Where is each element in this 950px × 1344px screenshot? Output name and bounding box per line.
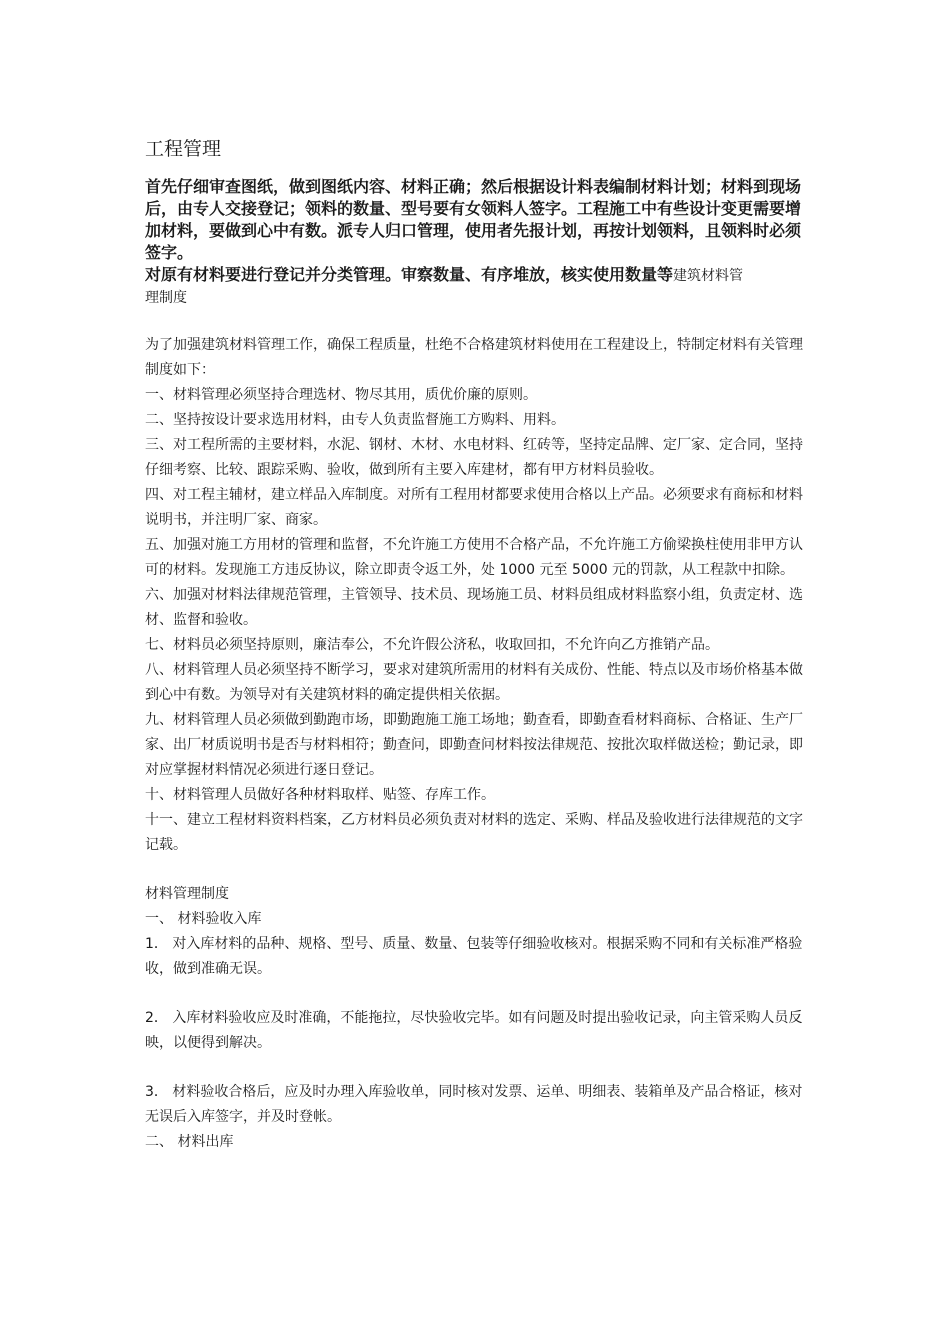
section2-heading: 材料管理制度 (145, 886, 229, 902)
rule-item-10: 十、材料管理人员做好各种材料取样、贴签、存库工作。 (145, 787, 495, 803)
rule-item-2: 二、坚持按设计要求选用材料，由专人负责监督施工方购料、用料。 (145, 412, 565, 428)
rule-item-9: 九、材料管理人员必须做到勤跑市场，即勤跑施工施工场地；勤查看，即勤查看材料商标、合格证、生产厂家、出厂材质说明书是否与材料相符；勤查问，即勤查问材料按法律规范、按批次取样做送检；勤记录，即对应掌握材料情况必须进行逐日登记。 (145, 712, 803, 778)
lead-paragraph-2-tail: 理制度 (145, 290, 187, 306)
rule-item-1: 一、材料管理必须坚持合理选材、物尽其用，质优价廉的原则。 (145, 387, 537, 403)
lead-paragraph-2-bold: 对原有材料要进行登记并分类管理。审察数量、有序堆放，核实使用数量等 (145, 265, 674, 284)
spacer (145, 982, 810, 1006)
section2-subheading-1: 一、 材料验收入库 (145, 911, 262, 927)
section1-intro: 为了加强建筑材料管理工作，确保工程质量，杜绝不合格建筑材料使用在工程建设上，特制定材料有关管理制度如下： (145, 337, 803, 378)
rule-item-7: 七、材料员必须坚持原则，廉洁奉公，不允许假公济私，收取回扣，不允许向乙方推销产品。 (145, 637, 719, 653)
rule-item-11: 十一、建立工程材料资料档案，乙方材料员必须负责对材料的选定、采购、样品及验收进行法律规范的文字记载。 (145, 812, 803, 853)
spacer (145, 309, 810, 333)
spacer (145, 1056, 810, 1080)
document-page (145, 136, 810, 1155)
rule-item-8: 八、材料管理人员必须坚持不断学习，要求对建筑所需用的材料有关成份、性能、特点以及市场价格基本做到心中有数。为领导对有关建筑材料的确定提供相关依据。 (145, 662, 803, 703)
rule-item-3: 三、对工程所需的主要材料，水泥、钢材、木材、水电材料、红砖等，坚持定品牌、定厂家、定合同，坚持仔细考察、比较、跟踪采购、验收，做到所有主要入库建材，都有甲方材料员验收。 (145, 437, 803, 478)
section2-item-2: 2． 入库材料验收应及时准确，不能拖拉，尽快验收完毕。如有问题及时提出验收记录，向主管采购人员反映，以便得到解决。 (145, 1010, 803, 1051)
rule-item-4: 四、对工程主辅材，建立样品入库制度。对所有工程用材都要求使用合格以上产品。必须要求有商标和材料说明书，并注明厂家、商家。 (145, 487, 803, 528)
lead-paragraph-2-small: 建筑材料管 (673, 268, 744, 284)
section2-subheading-2: 二、 材料出库 (145, 1134, 234, 1150)
rule-item-6: 六、加强对材料法律规范管理，主管领导、技术员、现场施工员、材料员组成材料监察小组，负责定材、选材、监督和验收。 (145, 587, 803, 628)
rule-item-5: 五、加强对施工方用材的管理和监督，不允许施工方使用不合格产品，不允许施工方偷梁换柱使用非甲方认可的材料。发现施工方违反协议，除立即责令返工外，处 1000 元至 5000 元的罚款，从工程款中扣除。 (145, 537, 803, 578)
lead-paragraph-2 (145, 264, 810, 287)
spacer (145, 858, 810, 882)
lead-paragraph-1: 首先仔细审查图纸，做到图纸内容、材料正确；然后根据设计料表编制材料计划；材料到现场后，由专人交接登记；领料的数量、型号要有女领料人签字。工程施工中有些设计变更需要增加材料，要做到心中有数。派专人归口管理，使用者先报计划，再按计划领料，且领料时必须签字。 (145, 177, 802, 262)
section2-item-3: 3． 材料验收合格后，应及时办理入库验收单，同时核对发票、运单、明细表、装箱单及产品合格证，核对无误后入库签字，并及时登帐。 (145, 1084, 803, 1125)
section2-item-1: 1． 对入库材料的品种、规格、型号、质量、数量、包装等仔细验收核对。根据采购不同和有关标准严格验收，做到准确无误。 (145, 936, 803, 977)
document-title: 工程管理 (145, 138, 222, 160)
